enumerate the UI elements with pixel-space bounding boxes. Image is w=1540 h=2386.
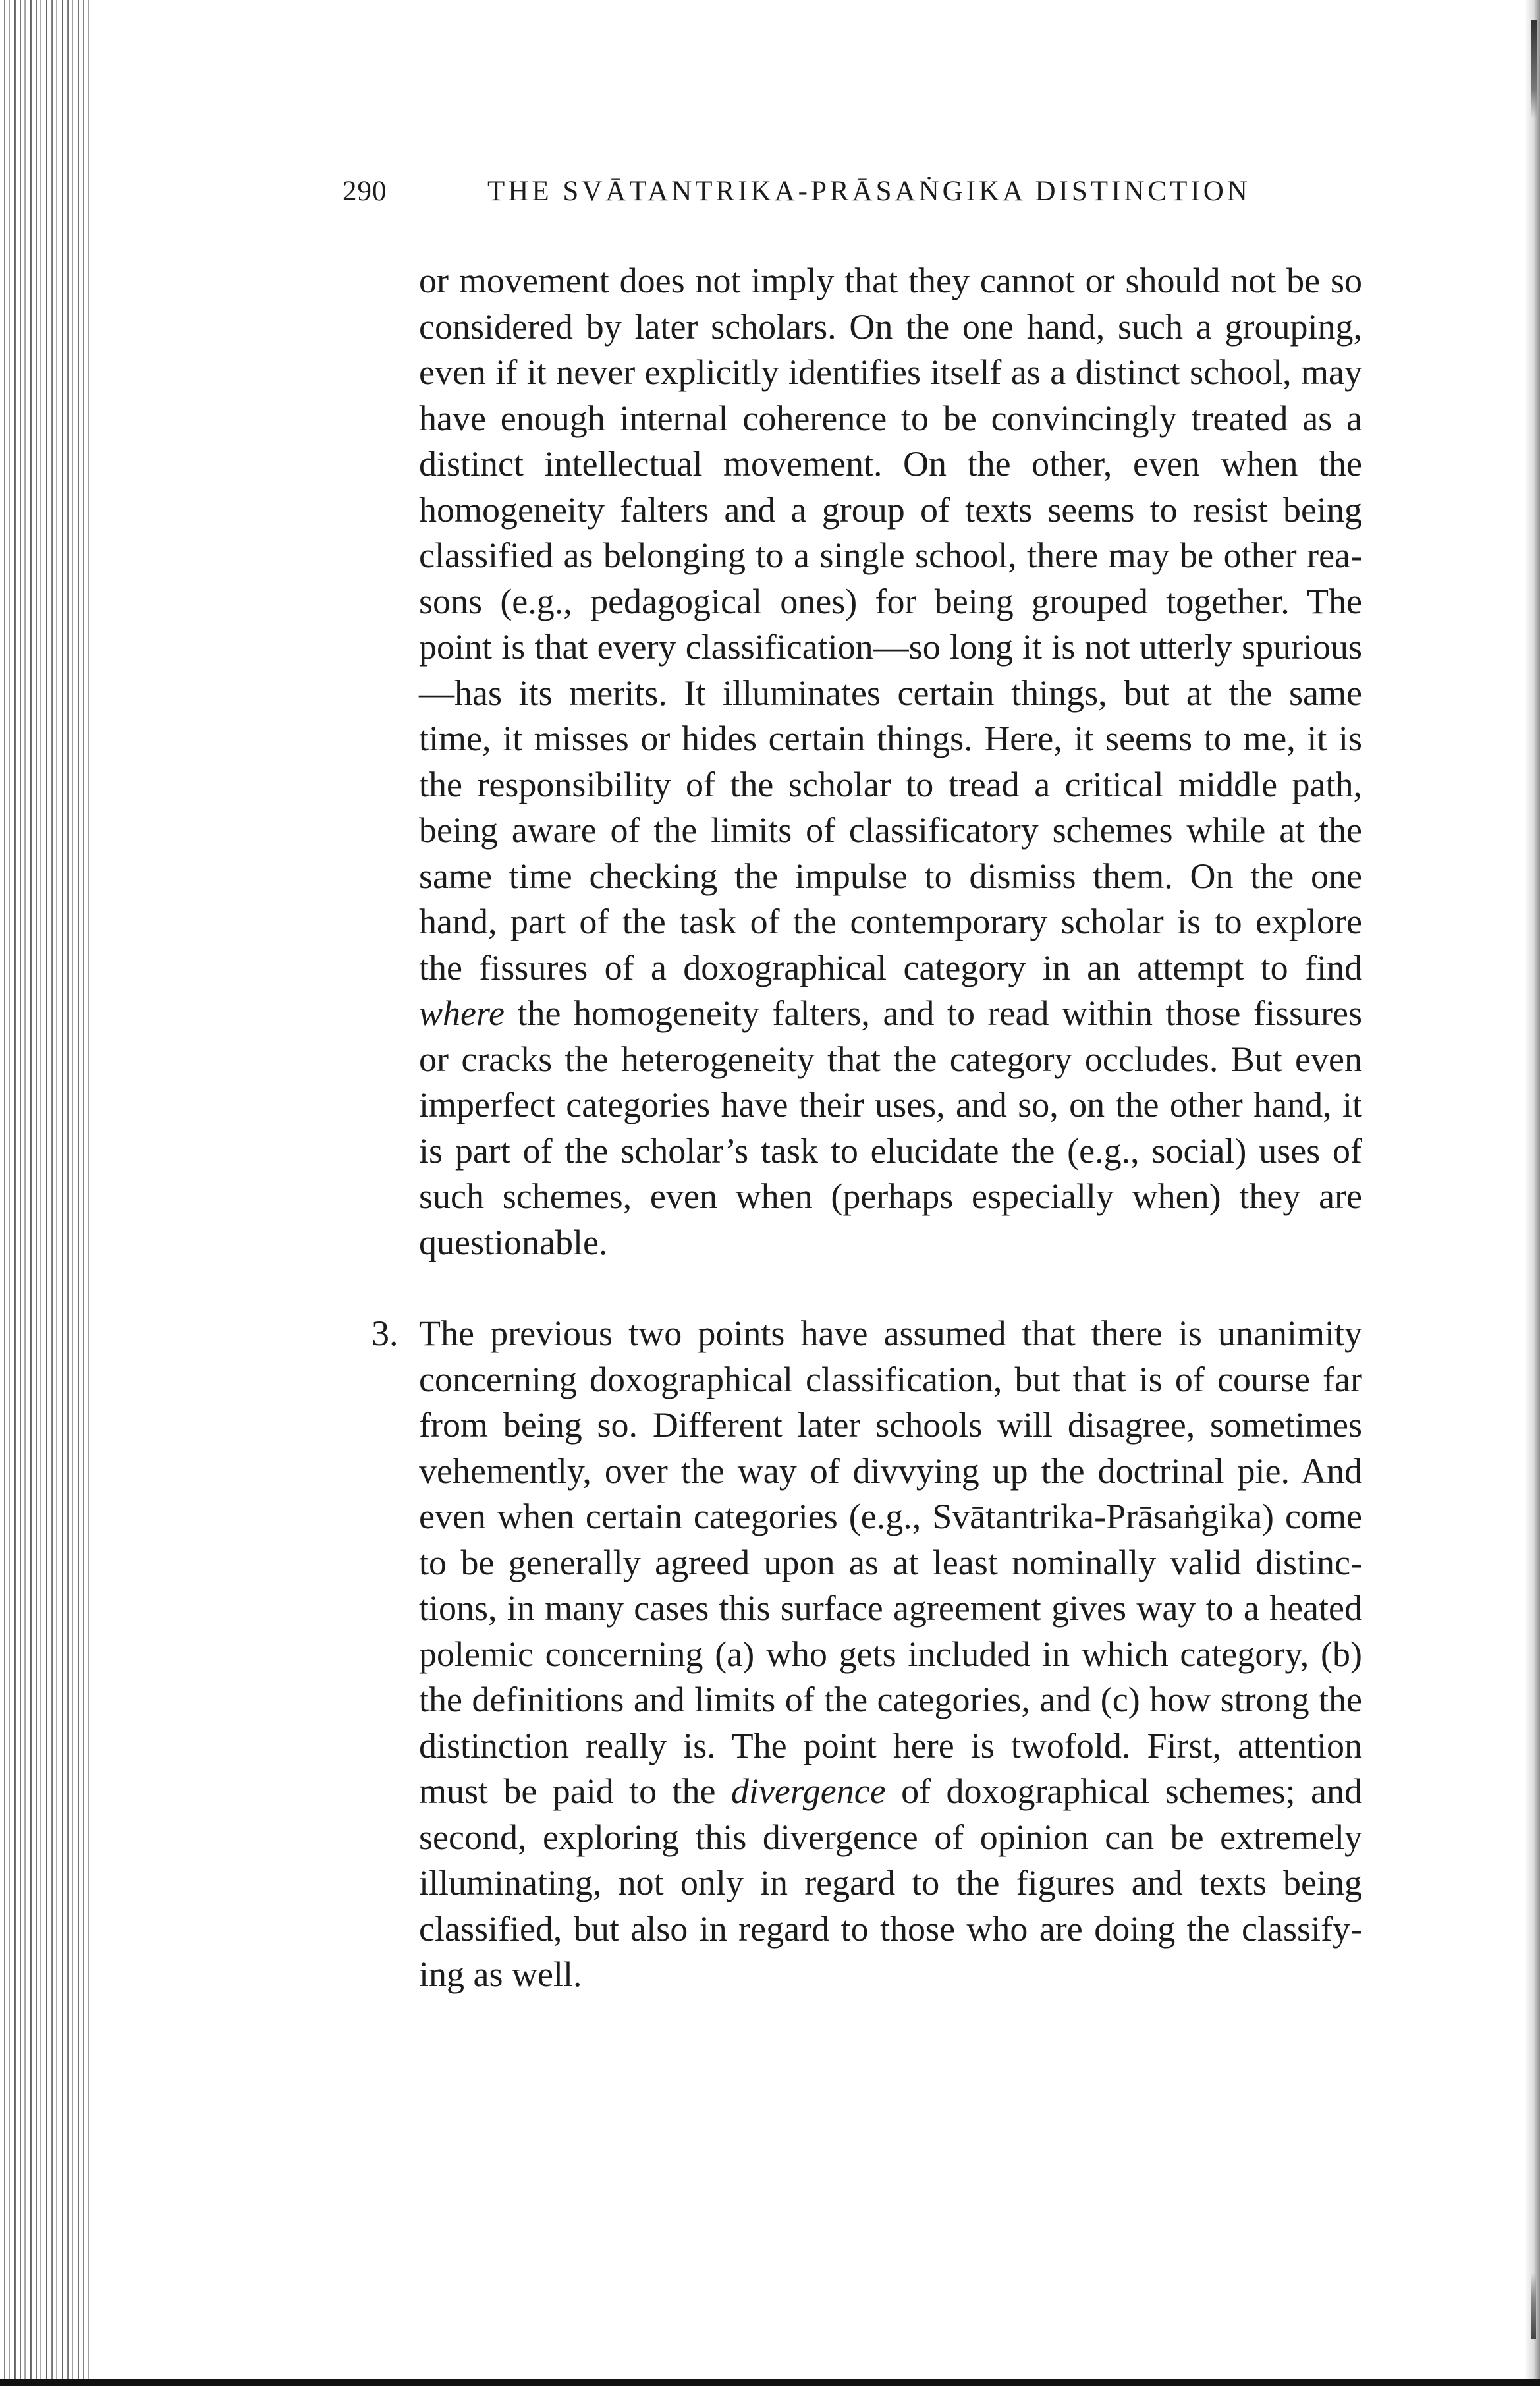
right-page-shadow (1524, 0, 1540, 2386)
running-title: THE SVĀTANTRIKA-PRĀSAṄGIKA DISTINCTION (487, 176, 1251, 207)
paragraph-text: or movement does not imply that they cannot or should not be so considered by later scholars. On the one hand, such a grouping, even if it never explicitly identifies itself as a distinct school, may have enough internal coherence to be convincingly treated as a distinct intellectual movement. On the other, even when the homogeneity falters and a group of texts seems to resist being classified as belonging to a single school, there may be other reasons (e.g., pedagogical ones) for being grouped together. The point is that every classification—so long it is not utterly spurious—has its merits. It illuminates certain things, but at the same time, it misses or hides certain things. Here, it seems to me, it is the responsibility of the scholar to tread a critical middle path, being aware of the limits of classificatory schemes while at the same time checking the impulse to dismiss them. On the one hand, part of the task of the contemporary scholar is to explore the fissures of a doxographical category in an attempt to find (419, 261, 1362, 987)
running-head (343, 169, 1396, 215)
list-item-3 (371, 1311, 1363, 1998)
emphasis-where: where (419, 993, 505, 1033)
scan-bottom-edge (0, 2379, 1540, 2386)
paragraph-text: of doxographical schemes; and second, exploring this divergence of opinion can be extremely illuminating, not only in regard to the figures and texts being classified, but also in regard to those who are doing the classifying as well. (419, 1771, 1363, 1994)
page-number: 290 (343, 176, 387, 207)
emphasis-divergence: divergence (730, 1771, 886, 1811)
body-text (371, 258, 1363, 1998)
paragraph-continuation (419, 258, 1362, 1265)
list-item-text (419, 1311, 1362, 1998)
binding-edge (0, 0, 92, 2386)
paragraph-text: The previous two points have assumed that there is unanimity concerning doxographical classification, but that is of course far from being so. Different later schools will disagree, sometimes vehemently, over the way of divvying up the doctrinal pie. And even when certain categories (e.g., Svātantrika-Prāsaṅgika) come to be generally agreed upon as at least nominally valid distinctions, in many cases this surface agreement gives way to a heated polemic concerning (a) who gets included in which category, (b) the definitions and limits of the categories, and (c) how strong the distinction really is. The point here is twofold. First, attention must be paid to the (419, 1314, 1362, 1811)
list-item-number: 3. (371, 1314, 399, 1353)
scan-edge-mark-top (1531, 20, 1537, 119)
paragraph-text: the homogeneity falters, and to read within those fissures or cracks the heterogeneity that the category occludes. But even imperfect categories have their uses, and so, on the other hand, it is part of the scholar’s task to elucidate the (e.g., social) uses of such schemes, even when (perhaps especially when) they are questionable. (419, 993, 1362, 1262)
scan-edge-mark-bottom (1531, 2273, 1536, 2339)
